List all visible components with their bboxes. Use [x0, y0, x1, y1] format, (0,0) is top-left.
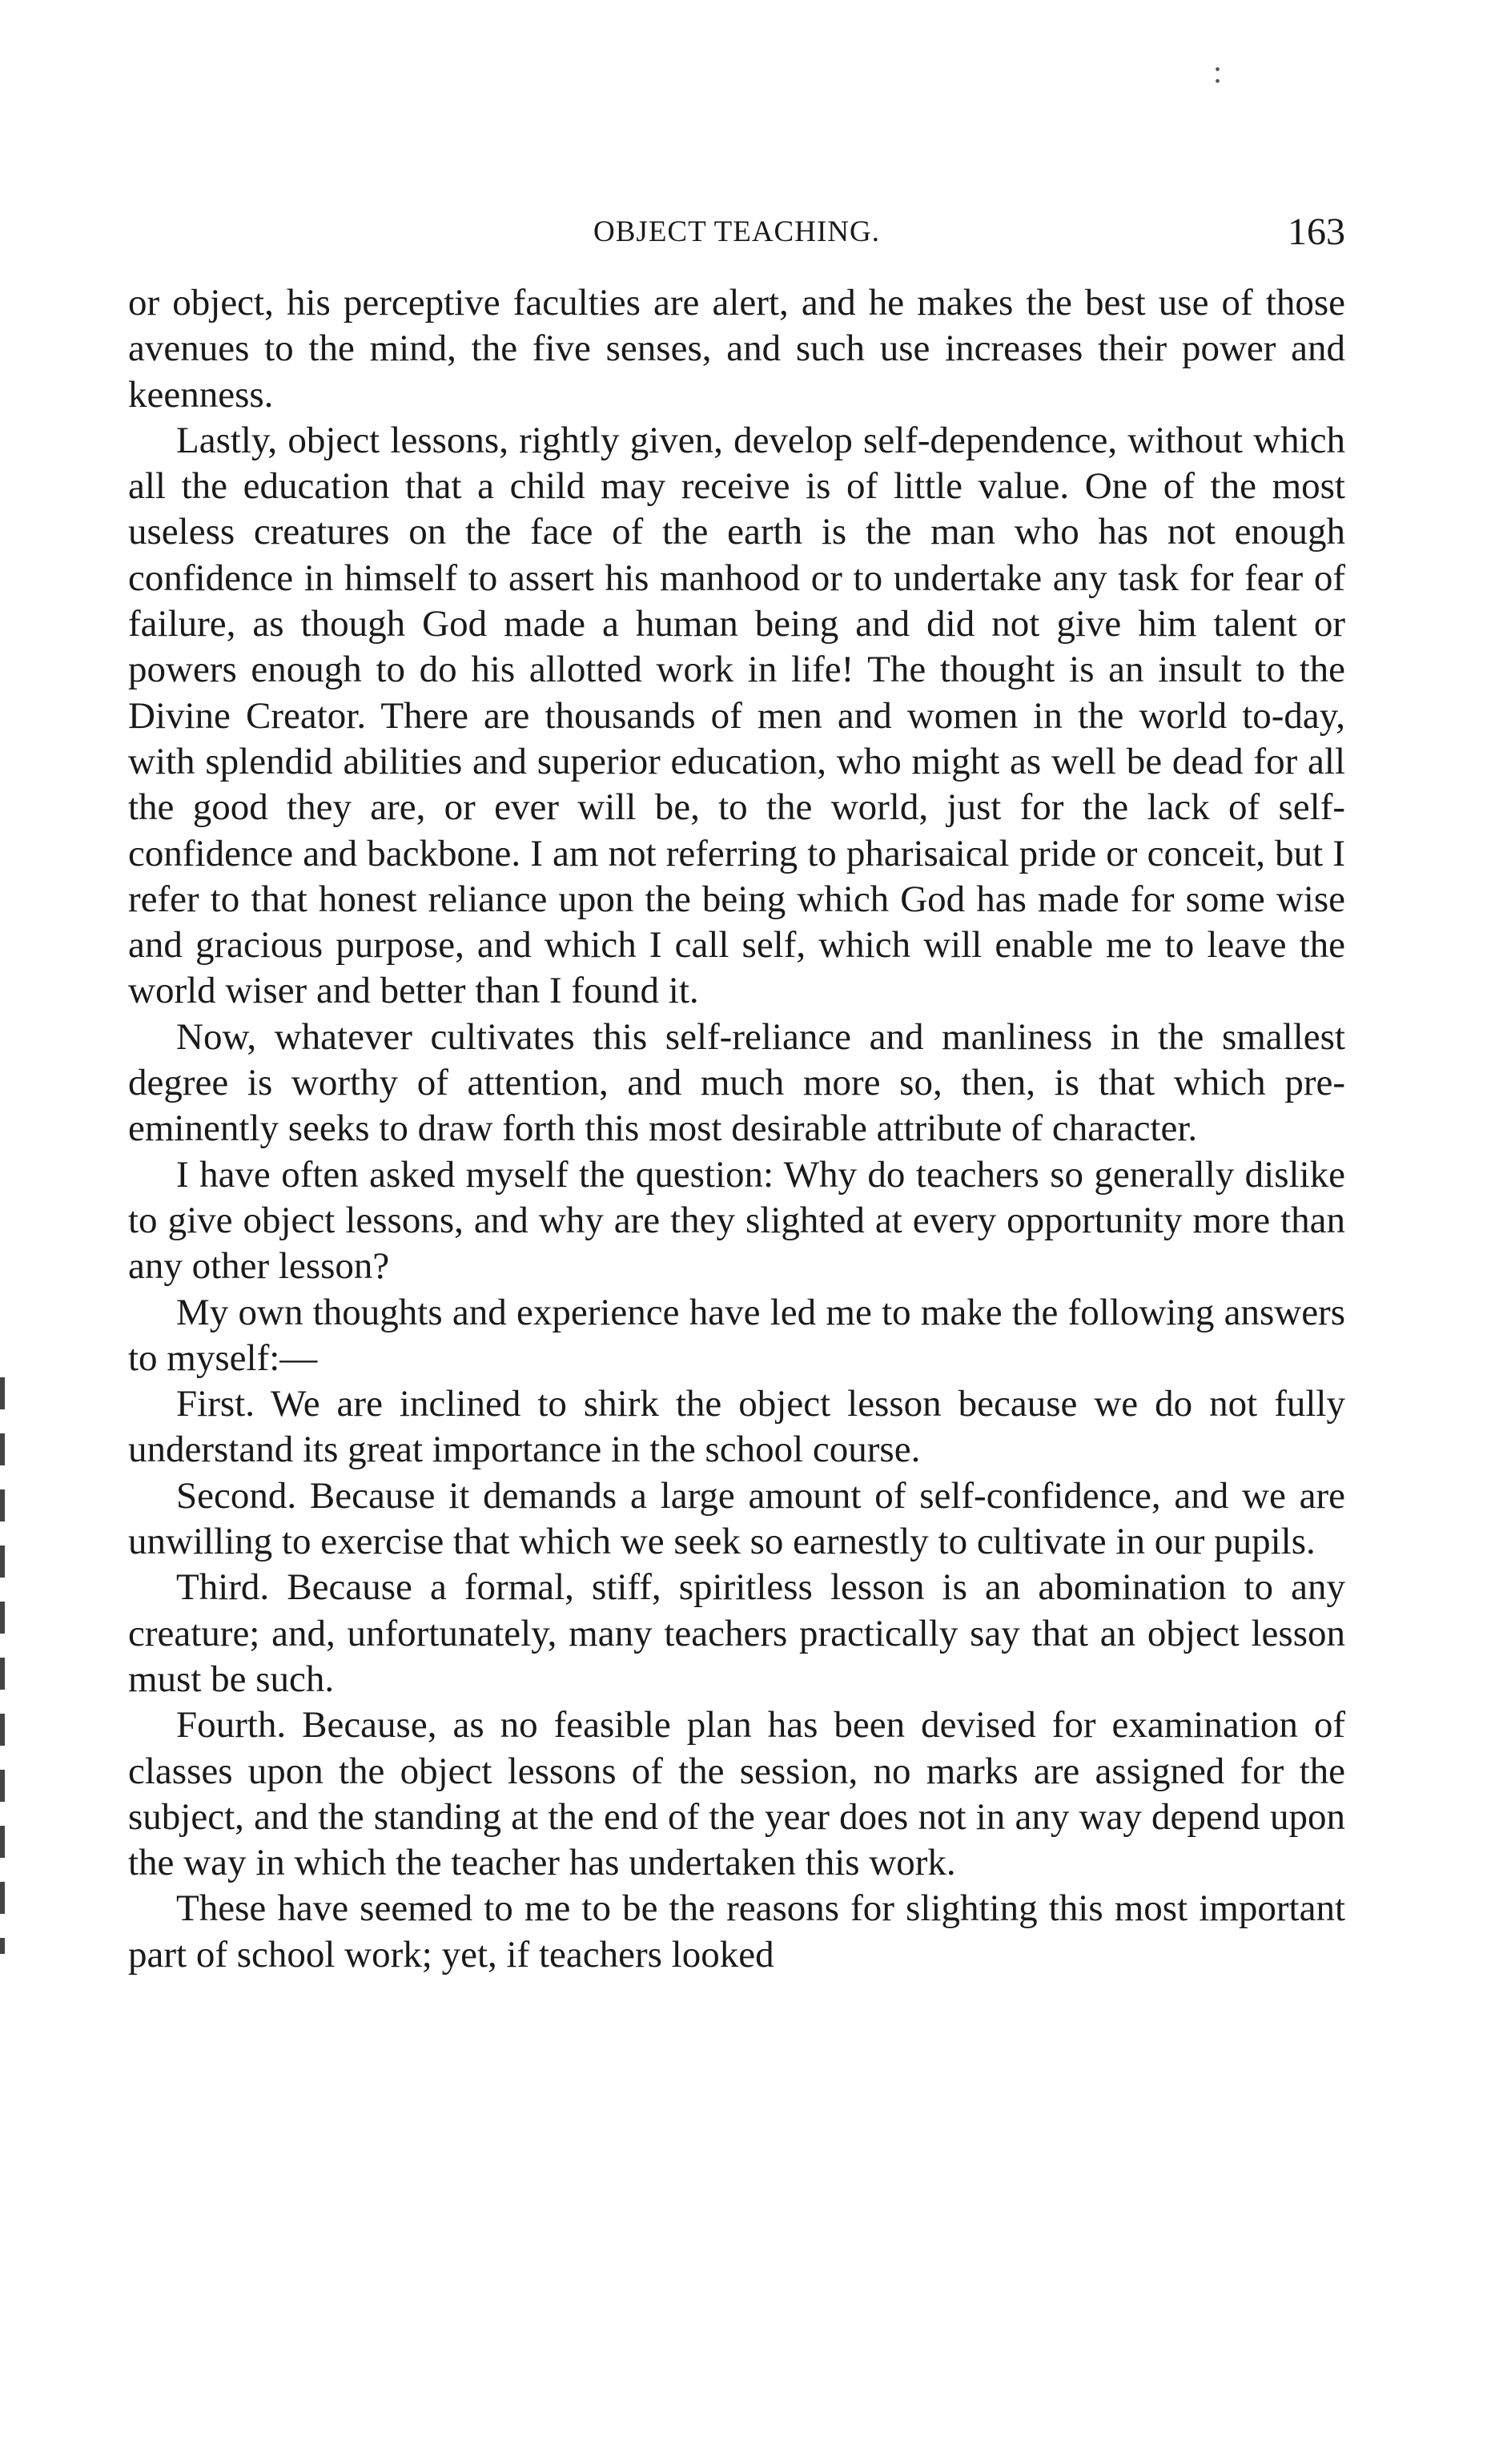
- page-header: [128, 204, 1345, 260]
- body-text: [128, 280, 1345, 1978]
- paragraph-conclusion: These have seemed to me to be the reasons for slighting this most important part of school work; yet, if teachers looked: [128, 1887, 1345, 1976]
- paragraph-second-reason: Second. Because it demands a large amount of self-confidence, and we are unwilling to exercise that which we seek so earnestly to cultivate in our pupils.: [128, 1474, 1345, 1563]
- page-number: 163: [1288, 211, 1345, 253]
- top-margin-mark: :: [1213, 54, 1223, 90]
- paragraph-self-dependence: Lastly, object lessons, rightly given, develop self-dependence, without which all the education that a child may receive is of little value. One of the most useless creatures on the face of the earth is the man who has not enough confidence in himself to assert his manhood or to undertake any task for fear of failure, as though God made a human being and did not give him talent or powers enough to do his allotted work in life! The thought is an insult to the Divine Creator. There are thousands of men and women in the world to-day, with splendid abilities and superior education, who might as well be dead for all the good they are, or ever will be, to the world, just for the lack of self-confidence and backbone. I am not referring to pharisaical pride or conceit, but I refer to that honest reliance upon the being which God has made for some wise and gracious purpose, and which I call self, which will enable me to leave the world wiser and better than I found it.: [128, 419, 1345, 1012]
- paragraph-third-reason: Third. Because a formal, stiff, spiritless lesson is an abomination to any creature; and, unfortunately, many teachers practically say that an object lesson must be such.: [128, 1566, 1345, 1700]
- paragraph-first-reason: First. We are inclined to shirk the object lesson because we do not fully understand its great importance in the school course.: [128, 1383, 1345, 1471]
- page-edge-shadow: [0, 1377, 5, 1954]
- paragraph-fourth-reason: Fourth. Because, as no feasible plan has been devised for examination of classes upon the object lessons of the session, no marks are assigned for the subject, and the standing at the end of the year does not in any way depend upon the way in which the teacher has undertaken this work.: [128, 1704, 1345, 1884]
- paragraph-self-reliance: Now, whatever cultivates this self-reliance and manliness in the smallest degree is worthy of attention, and much more so, then, is that which pre-eminently seeks to draw forth this most desirable attribute of character.: [128, 1015, 1345, 1150]
- running-title: OBJECT TEACHING.: [593, 215, 880, 248]
- paragraph-answers-intro: My own thoughts and experience have led me to make the following answers to myself:—: [128, 1291, 1345, 1379]
- paragraph-question: I have often asked myself the question: Why do teachers so generally dislike to give object lessons, and why are they slighted at every opportunity more than any other lesson?: [128, 1153, 1345, 1288]
- paragraph-continuation: or object, his perceptive faculties are alert, and he makes the best use of those avenues to the mind, the five senses, and such use increases their power and keenness.: [128, 282, 1345, 416]
